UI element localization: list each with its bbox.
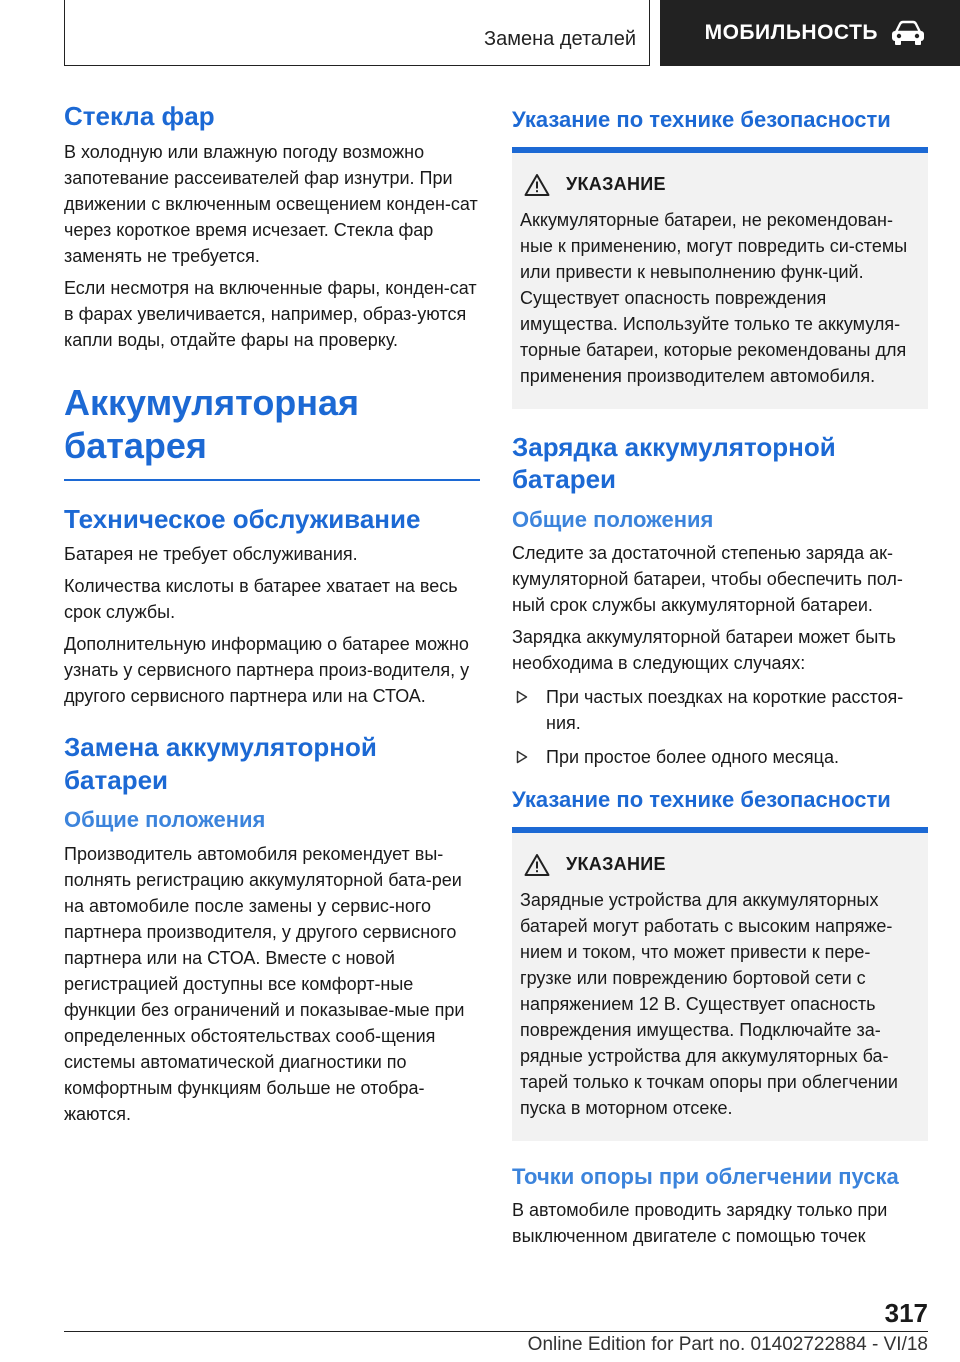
warning-label-1: УКАЗАНИЕ [566, 174, 666, 195]
bullet-triangle-icon [516, 750, 528, 764]
battery-title: Аккумуляторная батарея [64, 381, 360, 466]
maintenance-title: Техническое обслуживание [64, 503, 421, 534]
header-left-rule [64, 0, 65, 66]
header-divider [649, 0, 650, 66]
header-bottom-rule [64, 65, 650, 66]
header-chapter-label: МОБИЛЬНОСТЬ [704, 21, 878, 44]
list-item-text: При простое более одного месяца. [546, 747, 839, 768]
lens-title: Стекла фар [64, 101, 215, 131]
warning-box-1 [512, 153, 928, 409]
list-item [512, 684, 928, 736]
warning-label-2: УКАЗАНИЕ [566, 854, 666, 875]
replacement-paragraph-1: Производитель автомобиля рекомендует вы-полнять регистрацию аккумуляторной бата-реи на автомобиле после замены у сервис-ного партнера производителя, у другого сервисного партнера или на СТОА. Вместе с новой регистрацией доступны все комфорт-ные функции без ограничений и показывае-мые при определенных обстоятельствах сооб-щения системы автоматической диагностики по комфортным функциям больше не отобра-жаются. [64, 843, 465, 1124]
warning-text-1: Аккумуляторные батареи, не рекомендован-ные к применению, могут повредить си-стемы или привести к невыполнению функ-ций. Существует опасность повреждения имущества. Используйте только те аккумуля-торные батареи, которые рекомендованы для применения производителем автомобиля. [520, 209, 908, 386]
bullet-triangle-icon [516, 690, 528, 704]
footer-edition: Online Edition for Part no. 01402722884 - VI/18 [527, 1334, 928, 1355]
safety-title-1: Указание по технике безопасности [512, 107, 891, 132]
header-chapter-tab[interactable] [660, 0, 960, 66]
left-column [64, 100, 480, 1127]
replacement-title: Замена аккумуляторной батареи [64, 732, 377, 795]
maintenance-paragraph-2: Количества кислоты в батарее хватает на весь срок службы. [64, 576, 458, 623]
right-column [512, 100, 928, 1249]
maintenance-paragraph-1: Батарея не требует обслуживания. [64, 544, 358, 565]
charging-paragraph-1: Следите за достаточной степенью заряда ак-кумуляторной батареи, чтобы обеспечить пол-ный срок службы аккумуляторной батареи. [512, 543, 903, 616]
header-section-title: Замена деталей [484, 28, 636, 50]
charging-title: Зарядка аккумуляторной батареи [512, 431, 836, 495]
safety-title-2: Указание по технике безопасности [512, 787, 891, 813]
lens-paragraph-1: В холодную или влажную погоду возможно запотевание рассеивателей фар изнутри. При движении с включенным освещением конден-сат через короткое время исчезает. Стекла фар заменять не требуется. [64, 141, 478, 266]
charging-general-title: Общие положения [512, 506, 714, 532]
maintenance-paragraph-3: Дополнительную информацию о батарее можно узнать у сервисного партнера произ-водителя, у другого сервисного партнера или на СТОА. [64, 634, 470, 707]
warning-triangle-icon [524, 853, 550, 877]
warning-text-2: Зарядные устройства для аккумуляторных батарей могут работать с высоким напряже-нием и током, что может привести к пере-грузке или повреждению бортовой сети с напряжением 12 В. Существует опасность повреждения имущества. Подключайте за-рядные устройства для аккумуляторных ба-тарей только к точкам опоры при облегчении пуска в моторном отсеке. [520, 889, 898, 1118]
jump-start-title: Точки опоры при облегчении пуска [512, 1163, 899, 1189]
jump-start-paragraph-1: В автомобиле проводить зарядку только при выключенном двигателе с помощью точек [512, 1200, 888, 1247]
lens-paragraph-2: Если несмотря на включенные фары, конден-сат в фарах увеличивается, например, образ-уются капли воды, отдайте фары на проверку. [64, 277, 477, 350]
warning-box-2 [512, 833, 928, 1141]
list-item-text: При частых поездках на короткие расстоя-ния. [546, 687, 904, 734]
footer-rule [64, 1331, 928, 1332]
page-number: 317 [884, 1298, 928, 1328]
charging-cases-list [512, 684, 928, 770]
charging-paragraph-2: Зарядка аккумуляторной батареи может быть необходима в следующих случаях: [512, 627, 896, 674]
warning-triangle-icon [524, 173, 550, 197]
list-item [512, 744, 928, 770]
replacement-general-title: Общие положения [64, 807, 266, 833]
car-icon [890, 20, 926, 46]
